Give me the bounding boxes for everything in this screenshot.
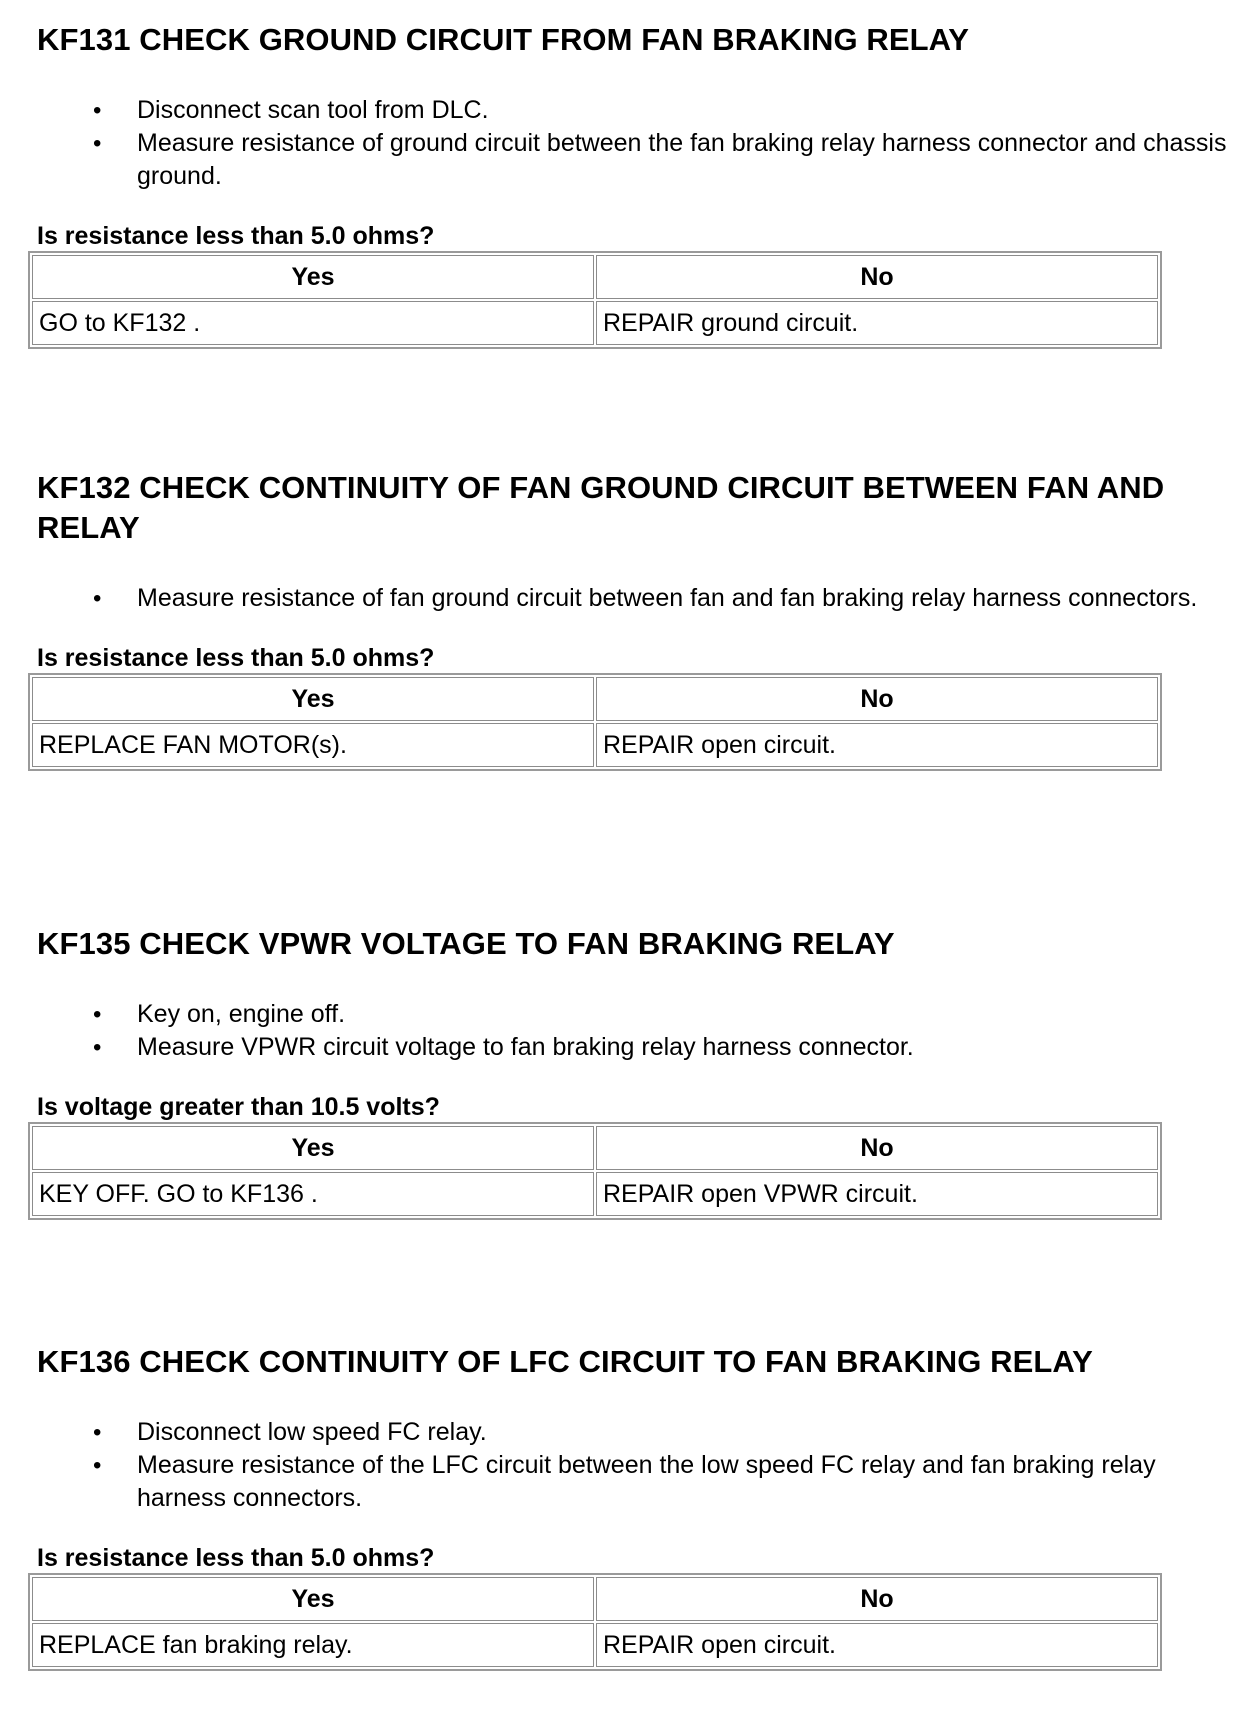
yes-action: REPLACE fan braking relay. (32, 1623, 594, 1667)
step-item: • Measure resistance of the LFC circuit between the low speed FC relay and fan braking relay harness connectors. (37, 1449, 1247, 1515)
yes-header: Yes (32, 1126, 594, 1170)
yes-action: KEY OFF. GO to KF136 . (32, 1172, 594, 1216)
no-header: No (596, 255, 1158, 299)
step-item: • Key on, engine off. (37, 998, 1247, 1031)
step-item: • Measure resistance of fan ground circuit between fan and fan braking relay harness connectors. (37, 582, 1247, 615)
step-list (37, 582, 1217, 615)
answer-table (28, 1573, 1162, 1671)
answer-table (28, 1122, 1162, 1220)
no-action: REPAIR open VPWR circuit. (596, 1172, 1158, 1216)
section-title: KF136 CHECK CONTINUITY OF LFC CIRCUIT TO FAN BRAKING RELAY (37, 1344, 1093, 1379)
question-text: Is resistance less than 5.0 ohms? (37, 1544, 435, 1572)
section-kf132 (37, 468, 1217, 771)
step-item: • Disconnect low speed FC relay. (37, 1416, 1247, 1449)
yes-action: GO to KF132 . (32, 301, 594, 345)
question-text: Is resistance less than 5.0 ohms? (37, 222, 435, 250)
answer-table (28, 251, 1162, 349)
no-action: REPAIR open circuit. (596, 1623, 1158, 1667)
step-list (37, 94, 1227, 193)
section-title: KF132 CHECK CONTINUITY OF FAN GROUND CIRCUIT BETWEEN FAN AND RELAY (37, 470, 1165, 545)
question-text: Is resistance less than 5.0 ohms? (37, 644, 435, 672)
no-header: No (596, 1577, 1158, 1621)
no-header: No (596, 1126, 1158, 1170)
yes-header: Yes (32, 255, 594, 299)
yes-header: Yes (32, 677, 594, 721)
section-title: KF131 CHECK GROUND CIRCUIT FROM FAN BRAKING RELAY (37, 22, 970, 57)
step-item: • Disconnect scan tool from DLC. (37, 94, 1247, 127)
no-action: REPAIR ground circuit. (596, 301, 1158, 345)
step-list (37, 1416, 1217, 1515)
no-action: REPAIR open circuit. (596, 723, 1158, 767)
section-kf136 (37, 1342, 1217, 1671)
no-header: No (596, 677, 1158, 721)
step-list (37, 998, 1217, 1064)
section-kf135 (37, 924, 1217, 1220)
answer-table (28, 673, 1162, 771)
step-item: • Measure VPWR circuit voltage to fan braking relay harness connector. (37, 1031, 1247, 1064)
step-item: • Measure resistance of ground circuit between the fan braking relay harness connector and chassis ground. (37, 127, 1247, 193)
question-text: Is voltage greater than 10.5 volts? (37, 1093, 440, 1121)
yes-action: REPLACE FAN MOTOR(s). (32, 723, 594, 767)
section-title: KF135 CHECK VPWR VOLTAGE TO FAN BRAKING RELAY (37, 926, 895, 961)
yes-header: Yes (32, 1577, 594, 1621)
section-kf131 (37, 20, 1227, 349)
